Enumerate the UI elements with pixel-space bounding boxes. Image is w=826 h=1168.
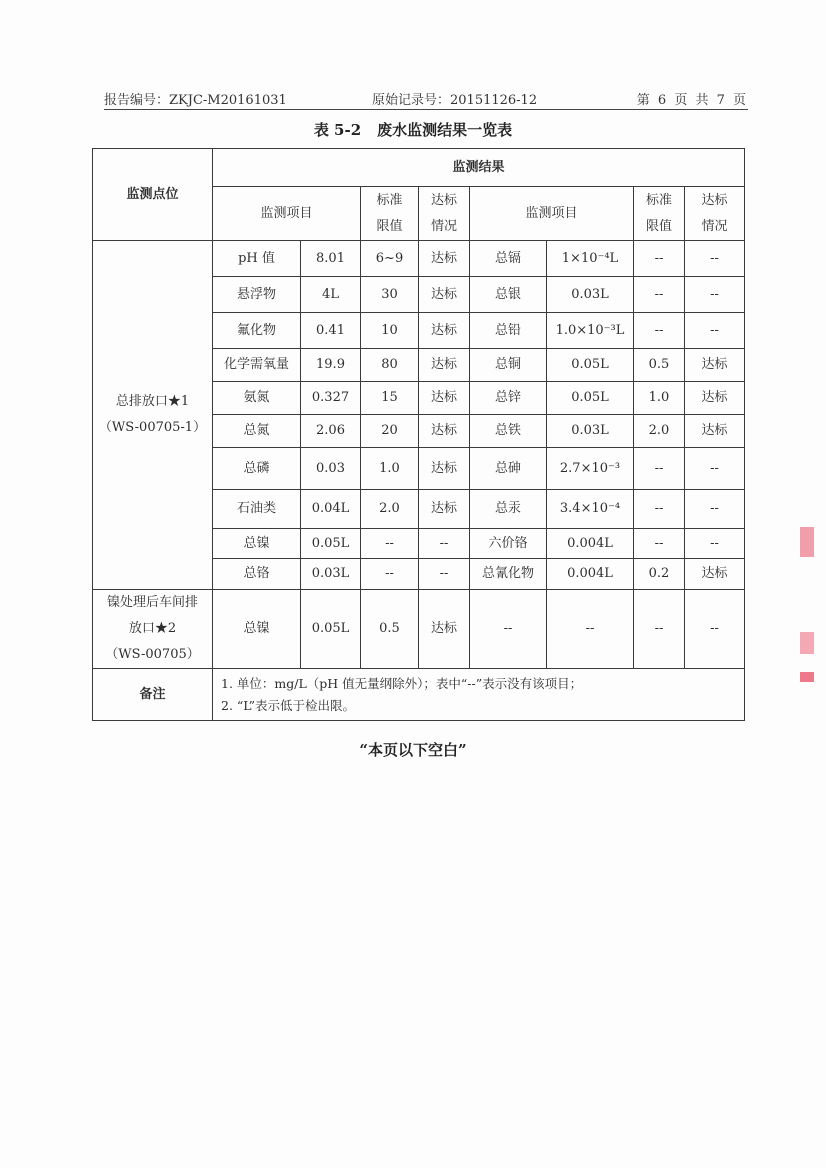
cell-item-b: 总镉 — [470, 241, 547, 277]
header-item-a: 监测项目 — [213, 187, 361, 241]
cell-status-b: -- — [685, 313, 745, 349]
site-name-line: 总排放口★1 — [115, 394, 190, 409]
cell-limit-b: 1.0 — [634, 382, 685, 415]
cell-value-b: 1.0×10⁻³L — [547, 313, 634, 349]
cell-status-a: 达标 — [419, 277, 470, 313]
cell-item-b: 总锌 — [470, 382, 547, 415]
cell-value-a: 2.06 — [301, 415, 361, 448]
cell-limit-a: 80 — [361, 349, 419, 382]
cell-item-b: 六价铬 — [470, 529, 547, 559]
cell-value-a: 0.41 — [301, 313, 361, 349]
cell-item-b: 总汞 — [470, 490, 547, 529]
report-number: 报告编号：ZKJC-M20161031 — [104, 93, 287, 108]
table-row — [93, 241, 745, 277]
cell-item-b: 总氰化物 — [470, 559, 547, 590]
record-number: 原始记录号：20151126-12 — [372, 93, 538, 108]
header-status-a: 达标 情况 — [419, 187, 470, 241]
site-name-line: 镍处理后车间排 — [106, 595, 198, 610]
cell-value-b: 0.03L — [547, 277, 634, 313]
cell-value-b: 0.05L — [547, 349, 634, 382]
cell-item-a: 总镍 — [213, 529, 301, 559]
cell-limit-a: 1.0 — [361, 448, 419, 490]
cell-value-a: 0.327 — [301, 382, 361, 415]
notes-row — [93, 669, 745, 721]
cell-limit-a: 10 — [361, 313, 419, 349]
monitoring-site — [93, 241, 213, 590]
cell-status-a: 达标 — [419, 241, 470, 277]
cell-value-a: 0.04L — [301, 490, 361, 529]
seal-stamp-fragment — [800, 632, 814, 654]
header-location: 监测点位 — [93, 149, 213, 241]
cell-item-b: 总银 — [470, 277, 547, 313]
cell-limit-a: 30 — [361, 277, 419, 313]
cell-limit-a: 6~9 — [361, 241, 419, 277]
cell-status-a: 达标 — [419, 313, 470, 349]
cell-item-a: 总磷 — [213, 448, 301, 490]
cell-status-a: 达标 — [419, 448, 470, 490]
cell-limit-b: -- — [634, 448, 685, 490]
cell-status-a: 达标 — [419, 415, 470, 448]
blank-page-note: “本页以下空白” — [359, 741, 467, 759]
cell-value-a: 4L — [301, 277, 361, 313]
cell-value-b: 2.7×10⁻³ — [547, 448, 634, 490]
cell-status-a: 达标 — [419, 382, 470, 415]
cell-limit-b: -- — [634, 241, 685, 277]
table-number: 表 5-2 — [313, 121, 362, 139]
page-indicator: 第 6 页 共 7 页 — [636, 93, 748, 108]
cell-status-a: -- — [419, 559, 470, 590]
note-line: 1. 单位：mg/L（pH 值无量纲除外）；表中“--”表示没有该项目； — [221, 675, 583, 691]
seal-stamp-fragment — [800, 527, 814, 557]
cell-status-b: 达标 — [685, 382, 745, 415]
cell-status-a: 达标 — [419, 349, 470, 382]
note-line: 2. “L”表示低于检出限。 — [221, 697, 355, 713]
cell-item-a: 总镍 — [213, 590, 301, 669]
cell-item-b: 总铅 — [470, 313, 547, 349]
cell-limit-a: 15 — [361, 382, 419, 415]
cell-status-a: 达标 — [419, 590, 470, 669]
cell-status-b: -- — [685, 529, 745, 559]
cell-value-b: 0.004L — [547, 559, 634, 590]
cell-status-b: -- — [685, 590, 745, 669]
cell-value-a: 19.9 — [301, 349, 361, 382]
cell-value-b: 3.4×10⁻⁴ — [547, 490, 634, 529]
cell-item-a: 化学需氧量 — [213, 349, 301, 382]
cell-limit-b: 2.0 — [634, 415, 685, 448]
cell-item-b: 总铜 — [470, 349, 547, 382]
results-table — [92, 148, 745, 721]
cell-limit-b: 0.5 — [634, 349, 685, 382]
monitoring-site — [93, 590, 213, 669]
cell-value-b: -- — [547, 590, 634, 669]
cell-limit-a: 20 — [361, 415, 419, 448]
cell-item-a: 石油类 — [213, 490, 301, 529]
cell-status-b: -- — [685, 241, 745, 277]
cell-item-b: 总砷 — [470, 448, 547, 490]
cell-limit-a: -- — [361, 529, 419, 559]
cell-value-b: 0.03L — [547, 415, 634, 448]
cell-limit-a: -- — [361, 559, 419, 590]
cell-limit-b: -- — [634, 313, 685, 349]
header-results: 监测结果 — [213, 149, 745, 187]
seal-stamp-fragment — [800, 672, 814, 682]
cell-limit-a: 2.0 — [361, 490, 419, 529]
cell-item-a: 悬浮物 — [213, 277, 301, 313]
header-limit-a: 标准 限值 — [361, 187, 419, 241]
cell-status-b: 达标 — [685, 559, 745, 590]
cell-item-a: 氟化物 — [213, 313, 301, 349]
table-row — [93, 590, 745, 669]
cell-item-b: 总铁 — [470, 415, 547, 448]
cell-status-b: 达标 — [685, 349, 745, 382]
cell-limit-a: 0.5 — [361, 590, 419, 669]
cell-value-a: 8.01 — [301, 241, 361, 277]
cell-limit-b: 0.2 — [634, 559, 685, 590]
site-name-line: 放口★2 — [128, 621, 177, 636]
notes-content — [213, 669, 745, 721]
header-status-b: 达标 情况 — [685, 187, 745, 241]
cell-value-a: 0.03 — [301, 448, 361, 490]
cell-limit-b: -- — [634, 490, 685, 529]
cell-item-a: 总铬 — [213, 559, 301, 590]
cell-value-b: 0.004L — [547, 529, 634, 559]
cell-status-b: -- — [685, 277, 745, 313]
cell-value-b: 1×10⁻⁴L — [547, 241, 634, 277]
cell-value-b: 0.05L — [547, 382, 634, 415]
table-title — [0, 119, 826, 140]
cell-status-a: 达标 — [419, 490, 470, 529]
cell-item-a: pH 值 — [213, 241, 301, 277]
cell-status-a: -- — [419, 529, 470, 559]
site-name-line: （WS-00705） — [105, 647, 200, 662]
cell-value-a: 0.05L — [301, 590, 361, 669]
header-item-b: 监测项目 — [470, 187, 634, 241]
cell-item-a: 总氮 — [213, 415, 301, 448]
cell-status-b: -- — [685, 448, 745, 490]
notes-label: 备注 — [93, 669, 213, 721]
table-title-text: 废水监测结果一览表 — [377, 121, 513, 139]
page-header — [104, 87, 748, 110]
header-limit-b: 标准 限值 — [634, 187, 685, 241]
cell-value-a: 0.03L — [301, 559, 361, 590]
cell-item-a: 氨氮 — [213, 382, 301, 415]
cell-item-b: -- — [470, 590, 547, 669]
cell-limit-b: -- — [634, 529, 685, 559]
cell-status-b: -- — [685, 490, 745, 529]
site-name-line: （WS-00705-1） — [98, 420, 207, 435]
cell-status-b: 达标 — [685, 415, 745, 448]
cell-value-a: 0.05L — [301, 529, 361, 559]
cell-limit-b: -- — [634, 590, 685, 669]
cell-limit-b: -- — [634, 277, 685, 313]
